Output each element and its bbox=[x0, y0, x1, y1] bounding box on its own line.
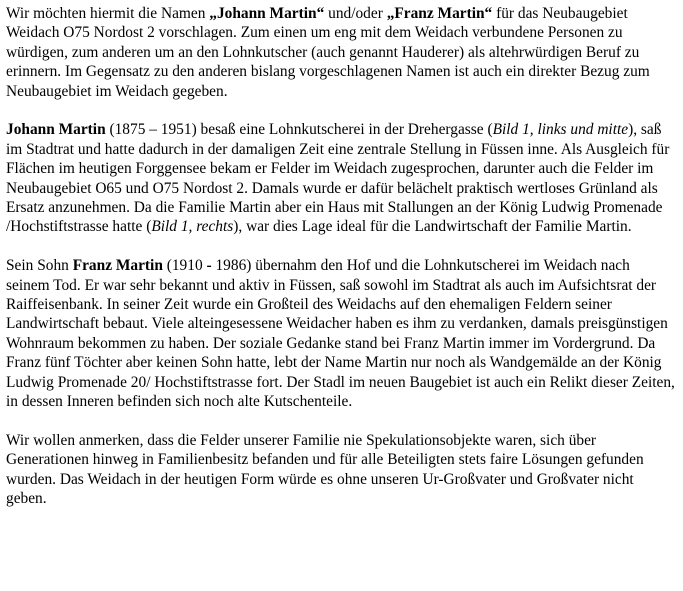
paragraph-gap bbox=[6, 412, 677, 431]
text-run: ), saß im Stadtrat und hatte dadurch in der damaligen Zeit eine zentrale Stellung in Füssen inne. Als Ausgleich für Flächen im heutigen Forggensee bekam er Felder im Weidach zugesprochen, darunter auch die Felder im Neubaugebiet O65 und O75 Nordost 2. Damals wurde er dafür belächelt praktisch wertloses Grünland als Ersatz anzunehmen. Da die Familie Martin aber ein Haus mit Stallungen an der König Ludwig Promenade /Hochstiftstrasse hatte ( bbox=[6, 121, 670, 236]
text-run: ), war dies Lage ideal für die Landwirtschaft der Familie Martin. bbox=[233, 218, 632, 236]
paragraph-closing bbox=[6, 431, 677, 509]
text-run: 1986) übernahm den Hof und die Lohnkutscherei im Weidach nach seinem Tod. Er war sehr bekannt und aktiv in Füssen, saß sowohl im Stadtrat als auch im Aufsichtsrat der Raiffeisenbank. In seiner Zeit wurde ein Großteil des Weidachs auf den ehemaligen Feldern seiner Landwirtschaft bebaut. Viele alteingesessene Weidacher haben es ihm zu verdanken, damals preisgünstigen Wohnraum bekommen zu haben. Der soziale Gedanke stand bei Franz Martin immer im Vordergrund. Da Franz fünf Töchter aber keinen Sohn hatte, lebt der Name Martin nur noch als Wandgemälde an der König Ludwig Promenade 20/ Hochstiftstrasse fort. Der Stadl im neuen Baugebiet ist auch ein Relikt dieser Zeiten, in dessen Inneren befinden sich noch alte Kutschenteile. bbox=[6, 257, 675, 411]
image-reference: Bild 1, links und mitte bbox=[492, 121, 629, 139]
paragraph-franz-martin bbox=[6, 256, 677, 411]
dash: - bbox=[206, 257, 212, 275]
paragraph-johann-martin bbox=[6, 120, 677, 236]
name-franz-martin: „Franz Martin“ bbox=[386, 5, 493, 22]
text-run: (1875 – 1951) besaß eine Lohnkutscherei in der Drehergasse ( bbox=[105, 121, 493, 139]
text-run: Wir wollen anmerken, dass die Felder unserer Familie nie Spekulationsobjekte waren, sich über Generationen hinweg in Familienbesitz befanden und für alle Beteiligten stets faire Lösungen gefunden wurden. Das Weidach in der heutigen Form würde es ohne unseren Ur-Großvater und Großvater nicht geben. bbox=[6, 431, 644, 508]
image-reference: Bild 1, rechts bbox=[151, 218, 234, 236]
text-run: Wir möchten hiermit die Namen bbox=[6, 5, 210, 22]
name-johann-martin: Johann Martin bbox=[6, 121, 106, 139]
paragraph-gap bbox=[6, 101, 677, 120]
name-johann-martin: „Johann Martin“ bbox=[209, 5, 325, 22]
text-run: (1910 bbox=[162, 257, 207, 275]
text-run: für das Neubaugebiet Weidach O75 Nordost 2 vorschlagen. Zum einen um eng mit dem Weidach verbundene Personen zu würdigen, zum anderen um an den Lohnkutscher (auch genannt Hauderer) als altehrwürdigen Beruf zu erinnern. Im Gegensatz zu den anderen bislang vorgeschlagenen Namen ist auch ein direkter Bezug zum Neubaugebiet im Weidach gegeben. bbox=[6, 5, 650, 100]
paragraph-gap bbox=[6, 237, 677, 256]
text-run: Sein Sohn bbox=[6, 257, 73, 275]
text-run: und/oder bbox=[324, 5, 387, 22]
name-franz-martin: Franz Martin bbox=[72, 257, 163, 275]
paragraph-proposal bbox=[6, 4, 677, 101]
